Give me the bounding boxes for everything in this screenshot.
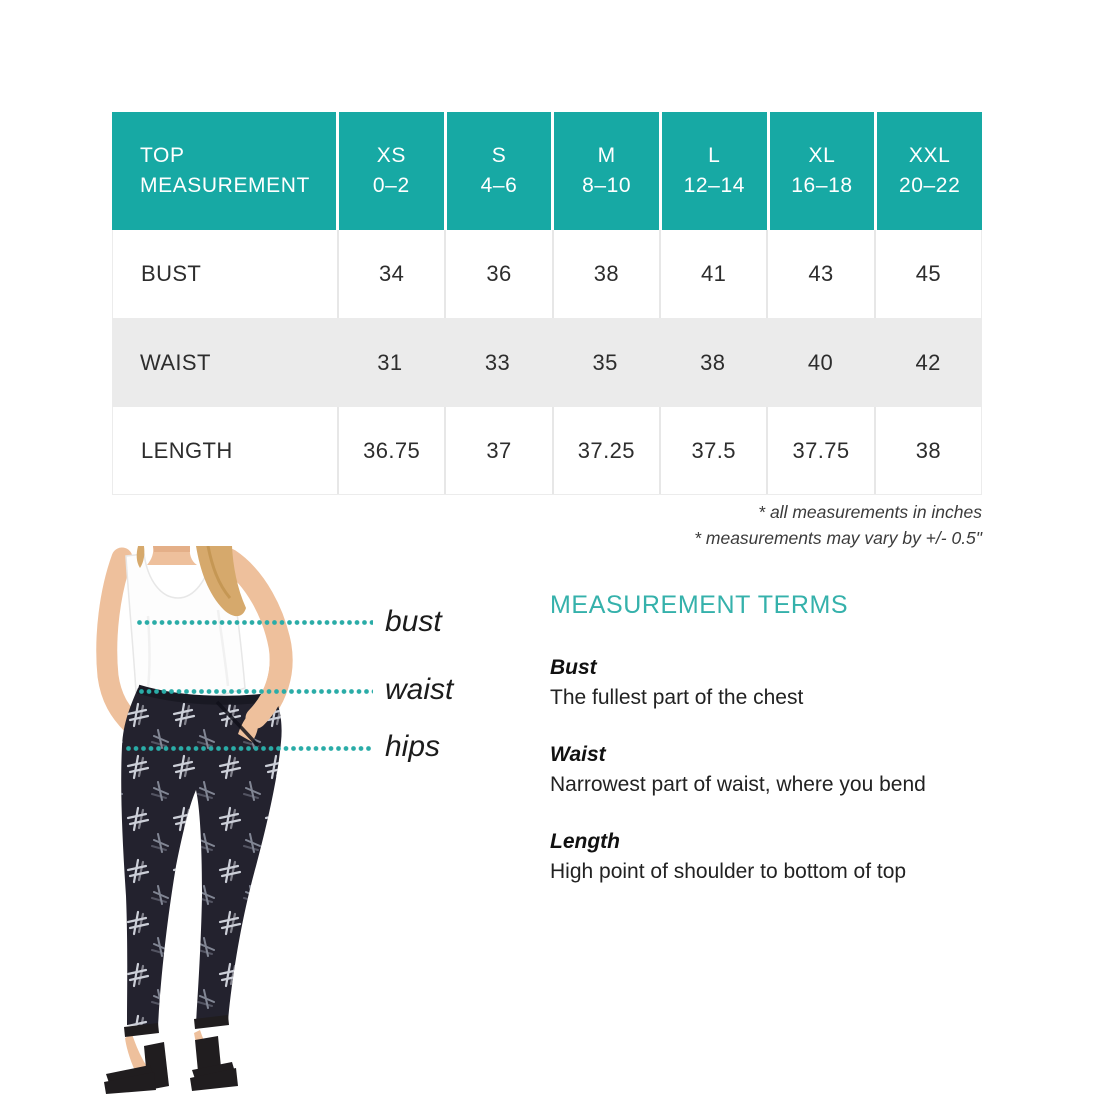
value-cell: 36	[444, 230, 551, 318]
value-cell: 40	[807, 349, 834, 375]
size-column-header-xxl	[874, 112, 982, 230]
value-cell: 31	[377, 349, 403, 375]
size-column-header-m	[551, 112, 659, 230]
value-cell: 38	[552, 230, 659, 318]
corner-line1: TOP	[140, 144, 185, 167]
row-label: LENGTH	[141, 437, 233, 463]
row-label: BUST	[141, 261, 202, 286]
size-chart-table	[112, 112, 982, 495]
table-header-row	[112, 112, 982, 230]
bust-measure-line	[137, 620, 373, 625]
hips-line-label: hips	[385, 730, 441, 763]
size-name: S	[491, 144, 507, 167]
size-name: L	[708, 144, 721, 167]
term-item-length	[550, 828, 1030, 886]
value-cell: 38	[700, 349, 726, 375]
term-definition: Narrowest part of waist, where you bend	[550, 773, 926, 796]
size-column-header-xl	[767, 112, 875, 230]
size-name: XS	[376, 144, 406, 167]
size-column-header-l	[659, 112, 767, 230]
size-range: 0–2	[372, 174, 410, 197]
size-range: 4–6	[480, 174, 518, 197]
size-name: M	[597, 144, 616, 167]
size-range: 20–22	[898, 174, 961, 197]
size-range: 8–10	[582, 174, 632, 197]
footnotes	[694, 499, 982, 551]
footnote-tolerance: * measurements may vary by +/- 0.5"	[694, 528, 982, 548]
measurement-terms-section	[550, 591, 1030, 915]
value-cell: 37.25	[552, 407, 659, 494]
value-cell: 37	[444, 407, 551, 494]
row-label: WAIST	[140, 349, 211, 375]
value-cell: 42	[915, 349, 941, 375]
value-cell: 36.75	[337, 407, 444, 494]
size-range: 12–14	[683, 174, 746, 197]
size-column-header-xs	[336, 112, 444, 230]
value-cell: 33	[484, 349, 511, 375]
corner-line2: MEASUREMENT	[140, 174, 310, 197]
waist-measure-line	[139, 689, 373, 694]
value-cell: 34	[337, 230, 444, 318]
hips-measure-line	[126, 746, 373, 751]
term-name: Waist	[550, 743, 606, 766]
size-name: XXL	[908, 144, 951, 167]
size-column-header-s	[444, 112, 552, 230]
term-definition: The fullest part of the chest	[550, 686, 804, 709]
term-name: Length	[550, 830, 620, 853]
value-cell: 37.5	[659, 407, 766, 494]
table-row-waist	[112, 318, 982, 407]
value-cell: 37.75	[766, 407, 873, 494]
footnote-units: * all measurements in inches	[758, 502, 982, 522]
value-cell: 41	[659, 230, 766, 318]
table-row-bust	[112, 230, 982, 318]
value-cell: 45	[874, 230, 981, 318]
waist-line-label: waist	[385, 673, 454, 706]
table-row-length	[112, 407, 982, 495]
term-definition: High point of shoulder to bottom of top	[550, 860, 907, 883]
terms-title: MEASUREMENT TERMS	[550, 591, 849, 619]
value-cell: 35	[592, 349, 618, 375]
value-cell: 38	[874, 407, 981, 494]
size-range: 16–18	[791, 174, 853, 197]
value-cell: 43	[766, 230, 873, 318]
term-name: Bust	[550, 656, 597, 679]
table-corner-header	[112, 112, 336, 230]
size-name: XL	[808, 144, 836, 167]
bust-line-label: bust	[385, 605, 442, 638]
term-item-bust	[550, 654, 1030, 712]
term-item-waist	[550, 741, 1030, 799]
